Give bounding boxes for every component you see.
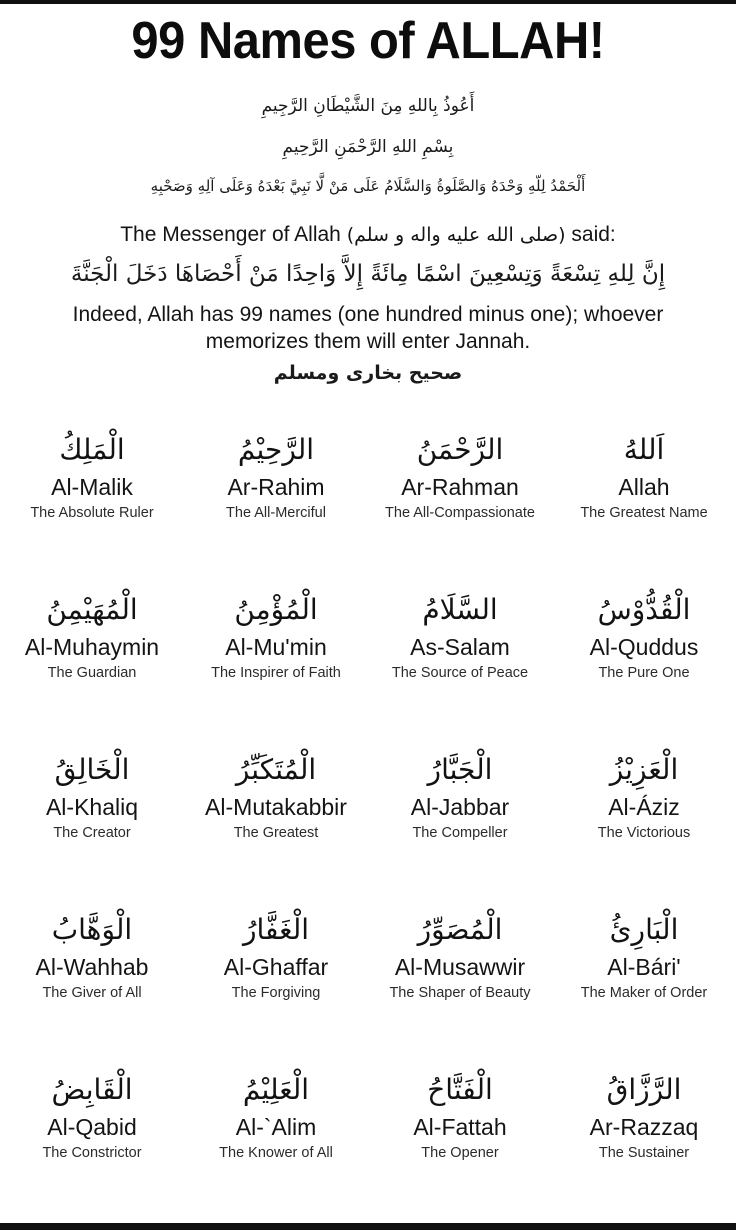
name-meaning: The Guardian: [47, 665, 137, 682]
name-cell: [368, 1055, 552, 1215]
bottom-edge-bar: [0, 1223, 736, 1230]
name-meaning: The Opener: [421, 1145, 499, 1162]
name-cell: [552, 1055, 736, 1215]
taawwudh-line: أَعُوذُ بِاللهِ مِنَ الشَّيْطَانِ الرَّجِيمِ: [261, 96, 475, 117]
name-transliteration: Ar-Razzaq: [589, 1113, 699, 1140]
name-cell: [0, 735, 184, 895]
name-cell: [368, 895, 552, 1055]
name-cell: [0, 575, 184, 735]
name-meaning: The Forgiving: [231, 985, 321, 1002]
name-cell: [368, 415, 552, 575]
name-cell: [552, 575, 736, 735]
name-transliteration: Al-Quddus: [589, 633, 699, 660]
name-cell: [552, 415, 736, 575]
name-arabic: الْخَالِقُ: [54, 753, 130, 787]
name-meaning: The Shaper of Beauty: [389, 985, 531, 1002]
name-arabic: الْمُهَيْمِنُ: [46, 593, 138, 627]
name-transliteration: Ar-Rahman: [401, 473, 519, 500]
name-arabic: اَللهُ: [623, 433, 665, 467]
name-cell: [552, 895, 736, 1055]
name-transliteration: Al-Qabid: [47, 1113, 137, 1140]
name-transliteration: Al-Wahhab: [35, 953, 149, 980]
name-transliteration: Al-`Alim: [235, 1113, 317, 1140]
name-cell: [0, 895, 184, 1055]
name-cell: [368, 735, 552, 895]
name-cell: [552, 735, 736, 895]
name-meaning: The Greatest Name: [580, 505, 708, 522]
names-grid: [0, 415, 736, 1215]
name-arabic: الْمُؤْمِنُ: [234, 593, 318, 627]
invocations-block: [0, 94, 736, 197]
hadith-intro: [16, 221, 720, 249]
name-arabic: الْبَارِئُ: [609, 913, 679, 947]
hadith-intro-arabic: (صلى الله عليه واله و سلم): [346, 224, 566, 247]
name-meaning: The Compeller: [412, 825, 508, 842]
name-meaning: The Source of Peace: [391, 665, 529, 682]
name-meaning: The Victorious: [597, 825, 691, 842]
name-cell: [184, 735, 368, 895]
name-arabic: الرَّحِيْمُ: [237, 433, 315, 467]
name-cell: [184, 895, 368, 1055]
name-meaning: The Pure One: [598, 665, 690, 682]
hadith-arabic-text: إِنَّ لِلهِ تِسْعَةً وَتِسْعِينَ اسْمًا مِائَةً إِلاَّ وَاحِدًا مَنْ أَحْصَاهَا دَخَلَ الْجَنَّةَ: [70, 260, 666, 287]
name-transliteration: Al-Musawwir: [394, 953, 526, 980]
name-meaning: The Constrictor: [42, 1145, 142, 1162]
name-cell: [0, 415, 184, 575]
name-meaning: The All-Merciful: [226, 505, 326, 522]
name-cell: [184, 1055, 368, 1215]
hadith-block: [0, 221, 736, 385]
name-arabic: الْمُصَوِّرُ: [417, 913, 503, 947]
name-cell: [368, 575, 552, 735]
hadith-intro-prefix: The Messenger of Allah: [120, 223, 341, 247]
name-arabic: الْغَفَّارُ: [242, 913, 310, 947]
name-meaning: The Creator: [53, 825, 131, 842]
name-transliteration: Al-Bári': [607, 953, 681, 980]
name-meaning: The Greatest: [233, 825, 319, 842]
hadith-intro-suffix: said:: [571, 223, 616, 247]
name-transliteration: As-Salam: [410, 633, 510, 660]
name-meaning: The Inspirer of Faith: [211, 665, 341, 682]
name-transliteration: Al-Áziz: [608, 793, 680, 820]
name-transliteration: Al-Jabbar: [410, 793, 510, 820]
name-transliteration: Al-Muhaymin: [24, 633, 160, 660]
name-meaning: The Giver of All: [42, 985, 142, 1002]
name-transliteration: Ar-Rahim: [227, 473, 325, 500]
hamd-salat-line: أَلْحَمْدُ لِلّهِ وَحْدَهُ وَالصَّلَوةُ وَالسَّلَامُ عَلَى مَنْ لَّا نَبِيَّ بَعْدَهُ وَعَلَى آلِهِ وَصَحْبِهِ: [150, 176, 586, 195]
name-arabic: الرَّحْمَنُ: [416, 433, 504, 467]
name-transliteration: Al-Fattah: [413, 1113, 507, 1140]
name-arabic: الْقُدُّوْسُ: [597, 593, 691, 627]
hadith-source: صحيح بخارى ومسلم: [273, 362, 463, 385]
name-transliteration: Al-Ghaffar: [223, 953, 329, 980]
basmala-line: بِسْمِ اللهِ الرَّحْمَنِ الرَّحِيمِ: [282, 136, 454, 157]
name-transliteration: Al-Khaliq: [45, 793, 139, 820]
name-meaning: The Absolute Ruler: [30, 505, 154, 522]
name-meaning: The Maker of Order: [580, 985, 708, 1002]
name-transliteration: Al-Mutakabbir: [205, 793, 347, 820]
name-arabic: الرَّزَّاقُ: [606, 1073, 682, 1107]
name-meaning: The Knower of All: [219, 1145, 333, 1162]
name-cell: [0, 1055, 184, 1215]
page-title: 99 Names of ALLAH!: [131, 12, 605, 70]
name-transliteration: Al-Malik: [51, 473, 133, 500]
name-arabic: السَّلَامُ: [422, 593, 498, 627]
name-arabic: الْفَتَّاحُ: [427, 1073, 493, 1107]
name-meaning: The Sustainer: [598, 1145, 690, 1162]
name-arabic: الْعَلِيْمُ: [242, 1073, 310, 1107]
name-transliteration: Al-Mu'min: [225, 633, 327, 660]
name-arabic: الْمَلِكُ: [59, 433, 125, 467]
name-cell: [184, 575, 368, 735]
name-arabic: الْقَابِضُ: [51, 1073, 133, 1107]
name-transliteration: Allah: [618, 473, 670, 500]
hadith-translation: Indeed, Allah has 99 names (one hundred minus one); whoever memorizes them will enter Jannah.: [72, 303, 664, 354]
name-arabic: الْمُتَكَبِّرُ: [235, 753, 317, 787]
name-arabic: الْوَهَّابُ: [51, 913, 133, 947]
name-arabic: الْعَزِيْزُ: [609, 753, 679, 787]
name-arabic: الْجَبَّارُ: [427, 753, 493, 787]
name-cell: [184, 415, 368, 575]
name-meaning: The All-Compassionate: [385, 505, 535, 522]
